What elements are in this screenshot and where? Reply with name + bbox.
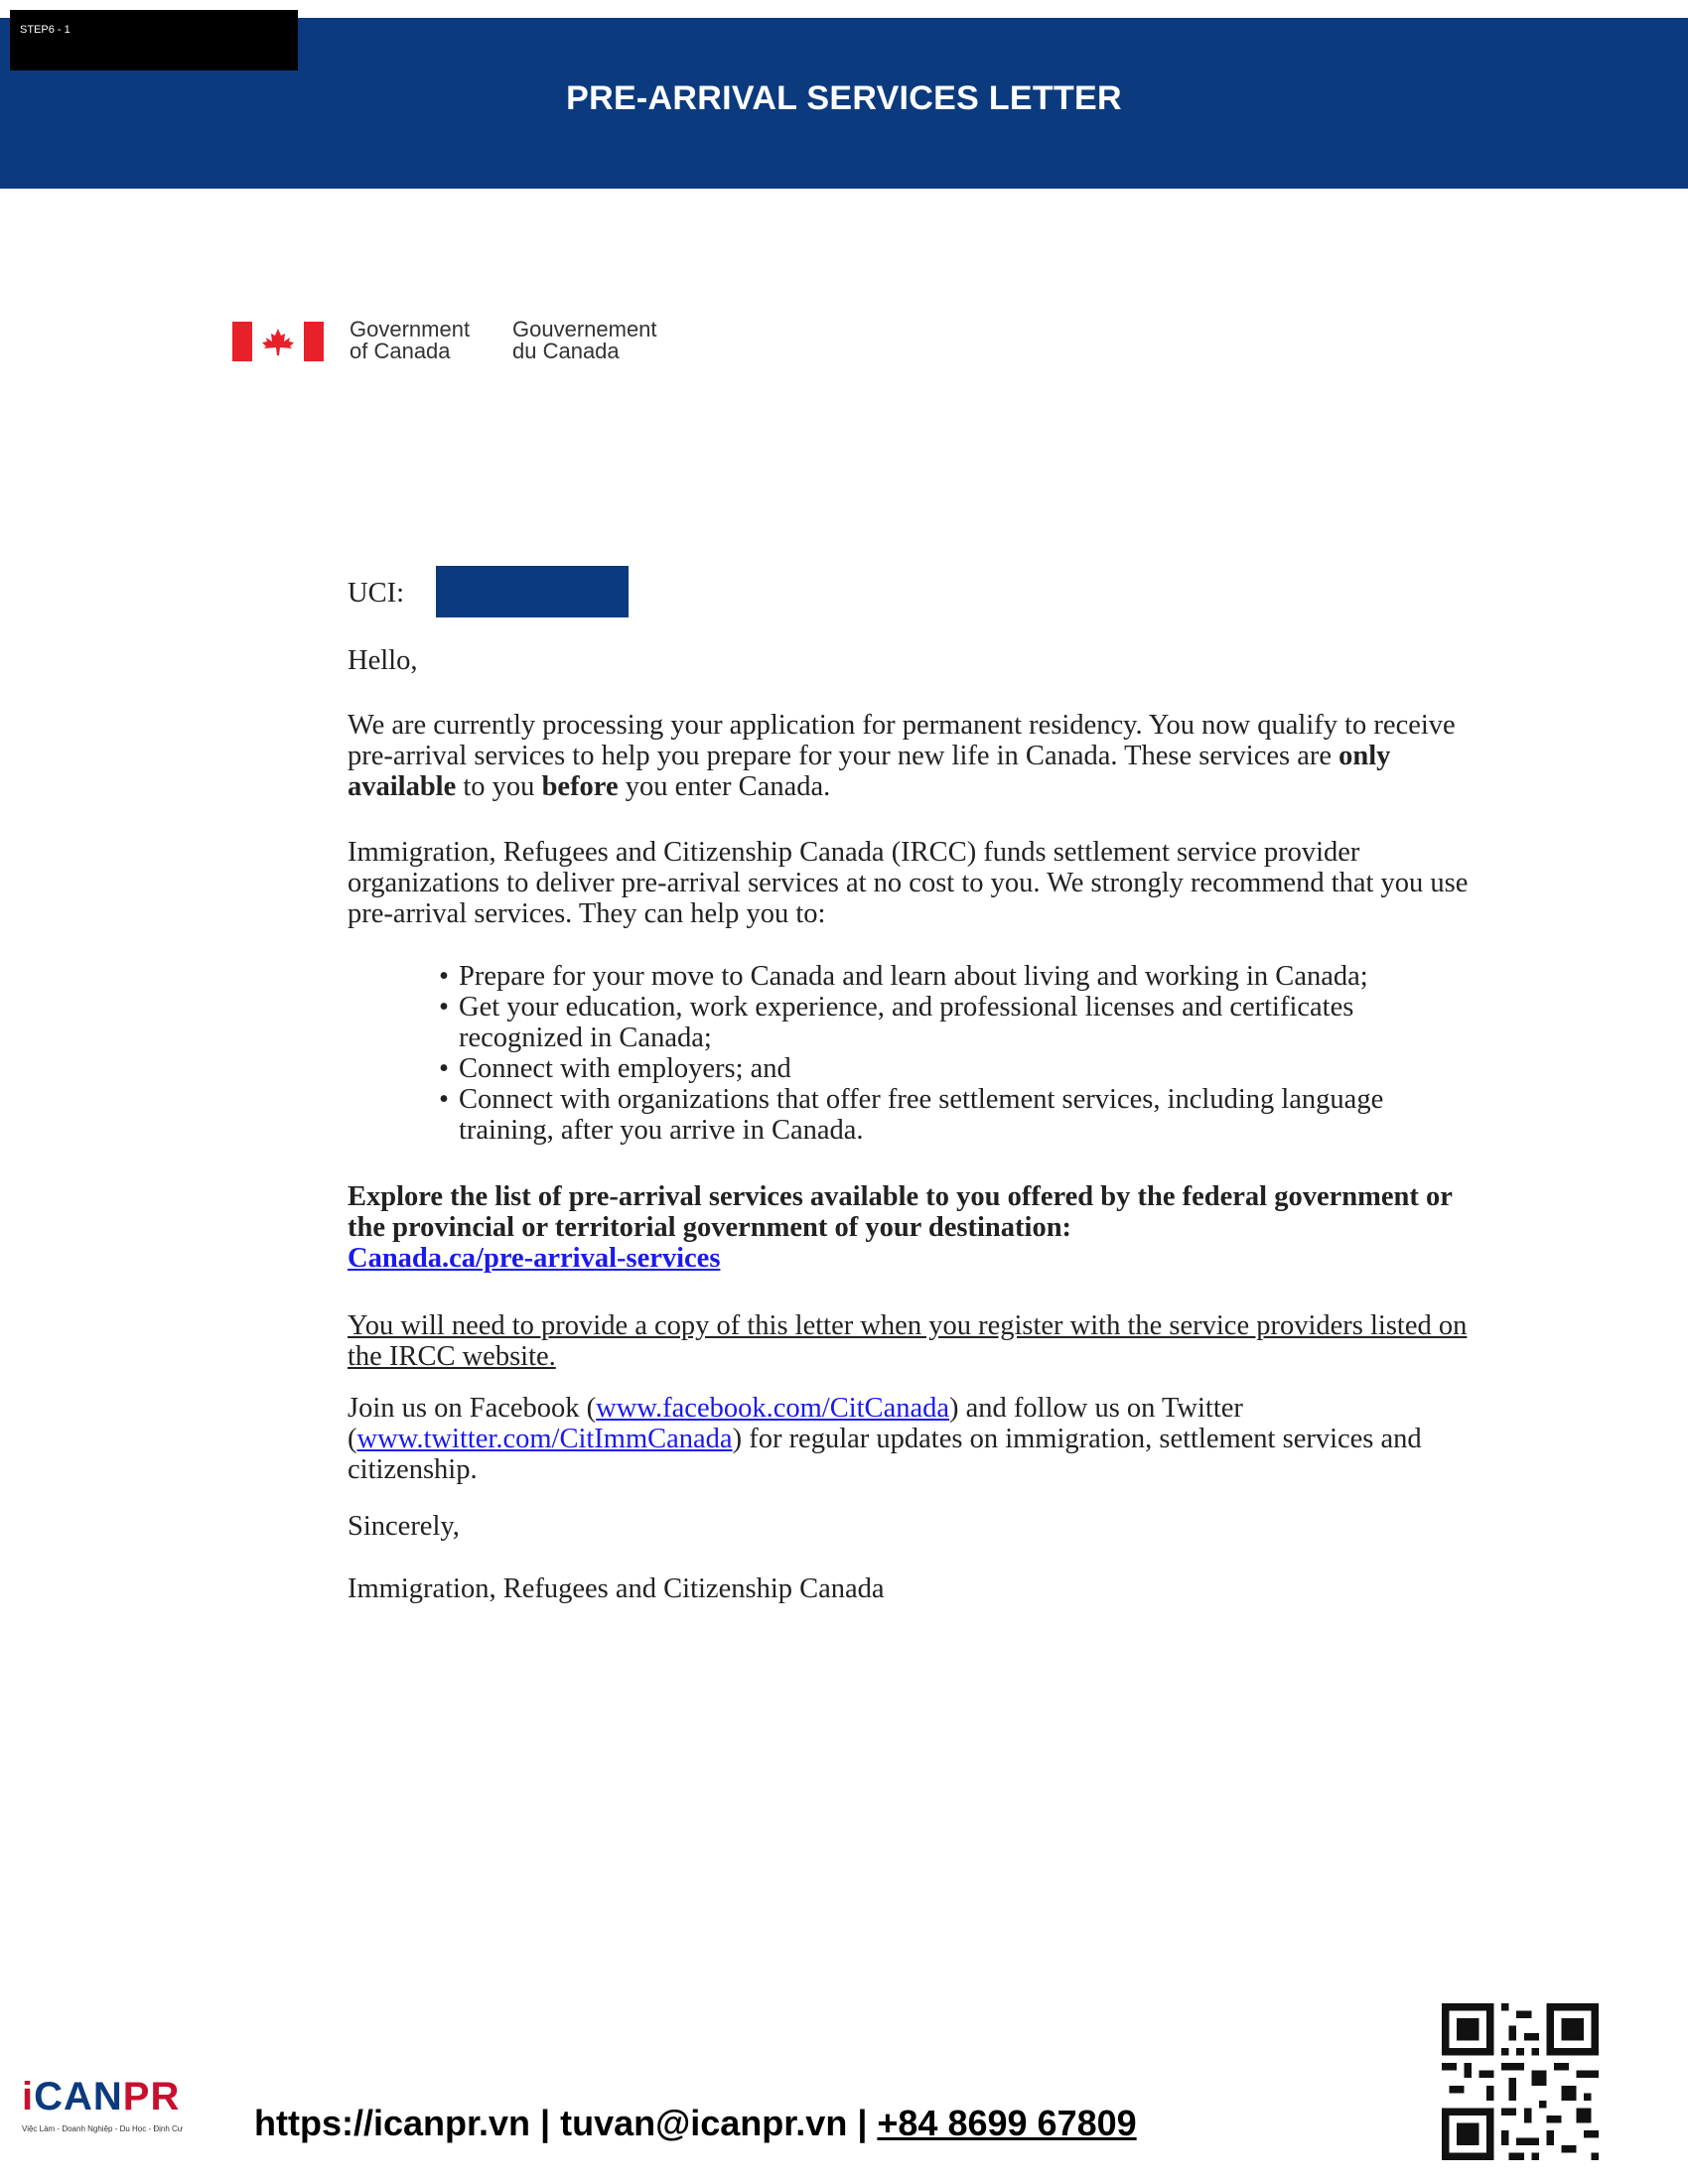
separator: | [530,2103,561,2143]
phone-link[interactable]: +84 8699 67809 [877,2103,1137,2143]
list-item: • Prepare for your move to Canada and learn about living and working in Canada; [439,961,1481,992]
twitter-link[interactable]: www.twitter.com/CitImmCanada [356,1424,733,1454]
join-text-a: Join us on Facebook ( [348,1393,597,1424]
p1-bold-only-available: only available [348,741,1391,802]
social-media-paragraph [348,1393,1489,1485]
join-text-c: ) for regular updates on immigration, settlement services and citizenship. [348,1424,1422,1485]
p1-bold-before: before [541,771,619,802]
explore-paragraph [348,1181,1489,1274]
step-tag [10,10,298,70]
step-tag-label: STEP6 - 1 [20,24,70,36]
icanpr-wordmark [22,2075,180,2119]
p1-text-c: you enter Canada. [618,771,831,802]
gov-fr-line1: Gouvernement [512,317,657,341]
government-french-wordmark [512,319,657,362]
paragraph-processing [348,710,1489,802]
footer-contact [254,2103,1137,2144]
join-text-b: ) and follow us on Twitter ( [348,1393,1243,1454]
signoff: Immigration, Refugees and Citizenship Canada [348,1573,885,1604]
government-of-canada-signature [232,316,689,365]
website-link[interactable]: https://icanpr.vn [254,2103,531,2143]
gov-fr-line2: du Canada [512,339,620,363]
page-title: PRE-ARRIVAL SERVICES LETTER [566,79,1122,117]
p1-text-a: We are currently processing your application for permanent residency. You now qualify to receive pre-arrival services to help you prepare for your new life in Canada. These services are [348,710,1456,771]
benefits-list [439,961,1481,1146]
list-item: • Connect with organizations that offer free settlement services, including language training, after you arrive in Canada. [439,1084,1481,1146]
pre-arrival-services-link[interactable]: Canada.ca/pre-arrival-services [348,1243,721,1274]
separator: | [847,2103,878,2143]
qr-code-icon [1442,2003,1599,2160]
greeting: Hello, [348,645,418,676]
facebook-link[interactable]: www.facebook.com/CitCanada [596,1393,950,1424]
uci-redaction-box [436,566,629,617]
uci-label: UCI: [348,578,404,609]
government-english-wordmark [350,319,470,362]
canada-flag-icon [232,322,324,361]
email-link[interactable]: tuvan@icanpr.vn [560,2103,848,2143]
paragraph-ircc-funds: Immigration, Refugees and Citizenship Canada (IRCC) funds settlement service provider organizations to deliver pre-arrival services at no cost to you. We strongly recommend that you use pre-arrival services. They can help you to: [348,837,1469,929]
gov-en-line1: Government [350,317,471,341]
explore-text: Explore the list of pre-arrival services available to you offered by the federal government or the provincial or territorial government of your destination: [348,1181,1453,1243]
list-item: • Connect with employers; and [439,1053,1481,1084]
list-item: • Get your education, work experience, and professional licenses and certificates recognized in Canada; [439,992,1481,1053]
logo-tagline: Việc Làm - Doanh Nghiệp - Du Học - Định Cư [22,2124,184,2133]
icanpr-logo [22,2075,201,2144]
logo-can: CAN [34,2075,123,2118]
copy-letter-notice: You will need to provide a copy of this letter when you register with the service providers listed on the IRCC website. [348,1310,1468,1372]
p1-text-b: to you [456,771,542,802]
logo-i: i [22,2075,35,2118]
logo-pr: PR [122,2075,181,2118]
closing: Sincerely, [348,1511,460,1542]
gov-en-line2: of Canada [350,339,451,363]
